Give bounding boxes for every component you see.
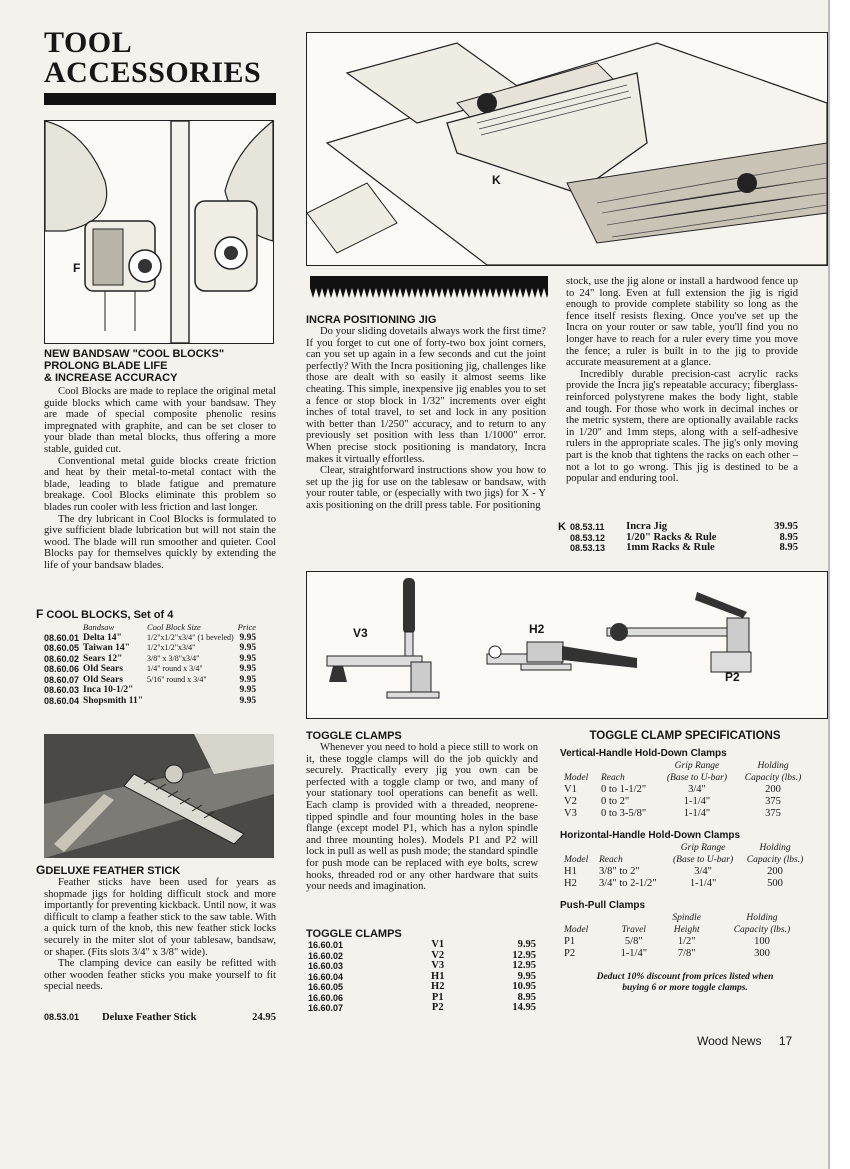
clamp-label-p2: P2 xyxy=(725,670,740,684)
table-row: 08.60.03 Inca 10-1/2" 9.95 xyxy=(44,685,257,695)
table-row: 08.60.04 Shopsmith 11" 9.95 xyxy=(44,695,257,706)
table-row: 16.60.07 P2 14.95 xyxy=(308,1002,536,1013)
toggle-clamps-drawing xyxy=(307,572,827,718)
figure-letter-f: F xyxy=(73,261,81,275)
table-row: V3 0 to 3-5/8" 1-1/4" 375 xyxy=(564,808,781,819)
toggle-clamps-illustration xyxy=(306,571,828,719)
incra-jig-drawing xyxy=(307,33,827,265)
table-row: 08.53.12 1/20" Racks & Rule 8.95 xyxy=(570,531,798,543)
table-row: 08.53.13 1mm Racks & Rule 8.95 xyxy=(570,542,798,553)
feather-stick-price-row: 08.53.01 Deluxe Feather Stick 24.95 xyxy=(44,1012,276,1023)
toggle-clamps-description: Whenever you need to hold a piece still to work on it, these toggle clamps will do the job quickly and securely. Practically every jig you own can be perfected with a toggle clamp or two, and many of your stationary tool operations can benefit as well. Each clamp is provided with a threaded, neoprene-tipped spindle and four mounting holes in the base flange (except model P1, which has a nylon spindle and three mounting holes). Models P1 and P2 will lock in pull as well as push mode; the standard spindle for push mode can be replaced with eye bolts, screw hooks, threaded rod or any other hardware that suits your needs and imagination. xyxy=(306,742,538,893)
specs-vertical-table: Grip Range Holding Model Reach (Base to U-bar) Capacity (lbs.) V1 0 to 1-1/2" 3/4" 200 V2 0 to 2" 1-1/4" 375 V3 0 to 3-5/8" 1-1/4" 375 xyxy=(560,760,810,820)
cool-blocks-heading: NEW BANDSAW "COOL BLOCKS" PROLONG BLADE LIFE & INCREASE ACCURACY xyxy=(44,348,225,384)
feather-stick-image xyxy=(44,734,274,858)
table-row: 16.60.04 H1 9.95 xyxy=(308,970,536,982)
incra-price-list xyxy=(556,522,800,554)
toggle-clamps-heading: TOGGLE CLAMPS xyxy=(306,730,402,742)
specs-title: TOGGLE CLAMP SPECIFICATIONS xyxy=(589,730,781,742)
incra-jig-illustration xyxy=(306,32,828,266)
specs-push-title: Push-Pull Clamps xyxy=(560,900,646,911)
table-row: 16.60.05 H2 10.95 xyxy=(308,981,536,992)
clamp-label-v3: V3 xyxy=(353,626,368,640)
table-row: 08.60.07 Old Sears 5/16" round x 3/4" 9.95 xyxy=(44,674,257,685)
specs-discount-note: Deduct 10% discount from prices listed when buying 6 or more toggle clamps. xyxy=(596,972,774,993)
page-edge xyxy=(828,0,850,1169)
table-row: P1 5/8" 1/2" 100 xyxy=(564,936,770,947)
cool-blocks-table xyxy=(42,622,258,706)
table-row: K 08.53.11 Incra Jig 39.95 xyxy=(558,521,798,533)
specs-vertical-title: Vertical-Handle Hold-Down Clamps xyxy=(560,748,727,759)
toggle-clamp-specifications xyxy=(560,730,810,994)
feather-stick-description: Feather sticks have been used for years as shopmade jigs for holding difficult stock and more importantly for preventing kickback. Until now, it was difficult to clamp a feather stick to the saw table. With a quick turn of the knob, this new feather stick locks securely in the miter slot of your tablesaw, bandsaw, or shaper. (Fits slots 3/4" x 3/8" wide). The clamping device can easily be refitted with other wooden feather sticks you make yourself to fit special needs. xyxy=(44,877,276,993)
incra-table xyxy=(556,522,800,554)
incra-description-col2: stock, use the jig alone or install a hardwood fence up to 24" long. Even at full extension the jig is rigid enough to provide complete stability so long as the fence itself resists flexing. Once you've set up the Incra on your router or saw table, you'll find you no longer have to reach for a ruler every time you move the fence; a ruler is built in to the jig to provide accurate measurement at a glance. Incredibly durable precision-cast acrylic racks provide the Incra jig's repeatable accuracy; fiberglass-reinforced polystyrene makes the body light, stable and tough. For those who work in decimal inches or the metric system, there are optionally available racks in 1/20" and 1mm steps, along with a self-adhesive rulers in the appropriate scales. The jig's only moving part is the knob that tightens the racks on each other – not a lot to go wrong. This jig is destined to be a popular and enduring tool. xyxy=(566,276,798,485)
incra-heading: INCRA POSITIONING JIG xyxy=(306,314,437,326)
table-row: 16.60.02 V2 12.95 xyxy=(308,949,536,961)
specs-push-table: Spindle Holding Model Travel Height Capacity (lbs.) P1 5/8" 1/2" 100 P2 1-1/4" 7/8" 300 xyxy=(560,912,810,960)
table-row: V1 0 to 1-1/2" 3/4" 200 xyxy=(564,784,781,795)
title-underline-bar xyxy=(44,93,276,105)
table-row: V2 0 to 2" 1-1/4" 375 xyxy=(564,796,781,807)
toggle-clamps-list-title: TOGGLE CLAMPS xyxy=(306,928,402,940)
rack-ruler-graphic xyxy=(310,276,548,298)
incra-description-col1: Do your sliding dovetails always work the first time? If you forget to cut one of forty-two box joint corners, can you set up again in a few seconds and cut the joint perfectly? With the Incra positioning jig, challenges like those are dealt with so easily it almost seems like cheating. This simple, inexpensive jig enables you to set a fence or stop block in 1/32" increments over eight inches of total travel, to set and lock in any position with better than 1/250" accuracy, and to return to any previously set position with less than 1/1000" error. When precise stock positioning is mandatory, Incra makes it virtually effortless. Clear, straightforward instructions show you how to set up the jig for use on the tablesaw or bandsaw, with your router table, or (especially with two jigs) for X - Y axis positioning on the drill press table. For positioning xyxy=(306,326,546,511)
cool-blocks-price-list xyxy=(36,608,280,706)
table-row: 08.60.06 Old Sears 1/4" round x 3/4" 9.95 xyxy=(44,664,257,674)
toggle-clamps-table xyxy=(306,940,538,1014)
rack-teeth-icon xyxy=(310,276,548,298)
table-row: 16.60.03 V3 12.95 xyxy=(308,960,536,971)
table-row: 08.60.01 Delta 14" 1/2"x1/2"x3/4" (1 beveled) 9.95 xyxy=(44,632,257,643)
table-row: H1 3/8" to 2" 3/4" 200 xyxy=(564,866,783,877)
bandsaw-guide-blocks-drawing xyxy=(45,121,273,343)
table-row: 08.60.05 Taiwan 14" 1/2"x1/2"x3/4" 9.95 xyxy=(44,643,257,653)
table-row: P2 1-1/4" 7/8" 300 xyxy=(564,948,770,959)
cool-blocks-header-row: Bandsaw Cool Block Size Price xyxy=(83,622,257,632)
cool-blocks-illustration xyxy=(44,120,274,344)
cool-blocks-list-title: F COOL BLOCKS, Set of 4 xyxy=(36,607,174,621)
specs-horizontal-table: Grip Range Holding Model Reach (Base to U-bar) Capacity (lbs.) H1 3/8" to 2" 3/4" 200 H2 3/4" to 2-1/2" 1-1/4" 500 xyxy=(560,842,810,890)
toggle-clamps-price-list xyxy=(306,928,538,1014)
clamp-label-h2: H2 xyxy=(529,622,545,636)
feather-stick-photo xyxy=(44,734,274,858)
table-row: 08.60.02 Sears 12" 3/8" x 3/8"x3/4" 9.95 xyxy=(44,653,257,664)
page-footer: Wood News 17 xyxy=(697,1034,793,1048)
specs-horizontal-title: Horizontal-Handle Hold-Down Clamps xyxy=(560,830,740,841)
table-row: H2 3/4" to 2-1/2" 1-1/4" 500 xyxy=(564,878,783,889)
page-title: TOOL ACCESSORIES xyxy=(44,26,262,89)
cool-blocks-description: Cool Blocks are made to replace the original metal guide blocks which came with your bandsaw. They are made of special composite phenolic resins impregnated with graphite, and can be set closer to your blade than metal blocks, thus offering a more stable, guided cut. Conventional metal guide blocks create friction and heat by their metal-to-metal contact with the blade, leading to blade fatigue and premature breakage. Cool Blocks eliminate this problem so blades run cooler with less friction and last longer. The dry lubricant in Cool Blocks is formulated to give sufficient blade lubrication but will not stain the wood. The blade will run smoother and quieter. Cool Blocks pay for themselves quickly by extending the life of your bandsaw blades. xyxy=(44,386,276,571)
table-row: 16.60.06 P1 8.95 xyxy=(308,991,536,1003)
figure-letter-k: K xyxy=(492,173,501,187)
feather-stick-heading: GDELUXE FEATHER STICK xyxy=(36,863,181,877)
table-row: 16.60.01 V1 9.95 xyxy=(308,939,536,950)
